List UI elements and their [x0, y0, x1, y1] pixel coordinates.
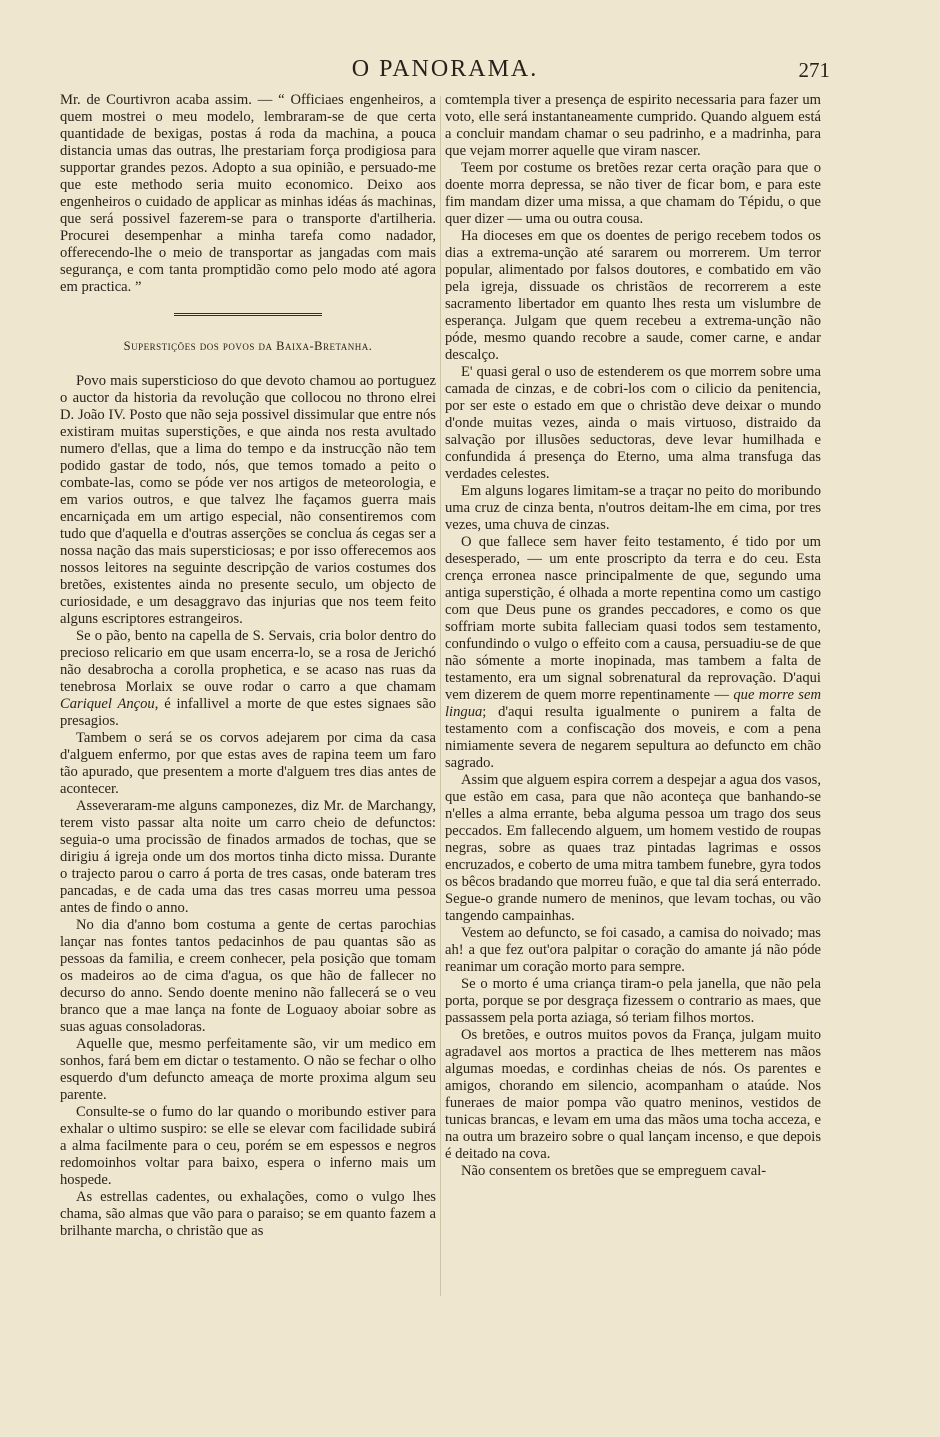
- italic-term: Cariquel Ançou: [60, 696, 155, 712]
- italic-term: que morre sem lingua: [445, 687, 821, 720]
- right-column: [445, 92, 821, 1180]
- paragraph: comtempla tiver a presença de espirito necessaria para fazer um voto, elle será instantaneamente cumprido. Quando alguem está a concluir mandam chamar o seu padrinho, e a madrinha, para que vejam morrer aquelle que viram nascer.: [445, 92, 821, 159]
- paragraph: Ha dioceses em que os doentes de perigo recebem todos os dias a extrema-unção até sararem ou morrerem. Um terror popular, alimentado por falsos doutores, e combatido em vão pela igreja, dissuade os christãos de recorrerem a este sacramento libertador em quanto lhes resta um vislumbre de esperança. Julgam que quem recebeu a extrema-unção não póde, mesmo quando recobre a saude, comer carne, e andar descalço.: [445, 228, 821, 363]
- text-run: ; d'aqui resulta igualmente o punirem a falta de testamento com a confiscação dos moveis, e com a pena nimiamente severa de negarem sepultura ao defuncto em chão sagrado.: [445, 704, 821, 771]
- paragraph: Os bretões, e outros muitos povos da França, julgam muito agradavel aos mortos a practica de lhes metterem nas mãos algumas moedas, e cordinhas cheias de nós. Os parentes e amigos, chorando em silencio, acompanham o ataúde. Nos funeraes de maior pompa vão quatro meninos, vestidos de tunicas brancas, e levam em uma das mãos uma tocha acceza, e na outra um brazeiro sobre o qual lançam incenso, e que depois é deitado na cova.: [445, 1027, 821, 1162]
- paragraph: Assim que alguem espira correm a despejar a agua dos vasos, que estão em casa, para que não aconteça que banhando-se n'elles a alma errante, beba alguma pessoa um trago dos seus peccados. Em fallecendo alguem, um homem vestido de roupas negras, sobre as quaes traz pintadas lagrimas e ossos encruzados, e coberto de uma mitra tambem funebre, gyra todos os bêcos bradando que morreu fuão, e que tal dia será enterrado. Segue-o grande numero de meninos, que levam tochas, ou vão tangendo campainhas.: [445, 772, 821, 924]
- page-title: O PANORAMA.: [351, 56, 539, 82]
- paragraph: Se o morto é uma criança tiram-o pela janella, que não pela porta, porque se por desgraça fizessem o contrario as maes, que passassem pela porta aziaga, só teriam filhos mortos.: [445, 976, 821, 1026]
- text-run: O que fallece sem haver feito testamento, é tido por um desesperado, — um ente proscripto da terra e do ceu. Esta crença erronea nasce principalmente de que, segundo uma antiga superstição, é olhada a morte repentina como um castigo com que Deus pune os grandes peccadores, e como os que soffriam morte subita falleciam quasi todos sem testamento, confundindo o vulgo o effeito com a causa, persuadiu-se de que não sómente a morte inopinada, mas tambem a falta de testamento, era um signal sobrenatural da reprovação. D'aqui vem dizerem de quem morre repentinamente —: [445, 534, 821, 703]
- paragraph: Povo mais supersticioso do que devoto chamou ao portuguez o auctor da historia da revolução que collocou no throno elrei D. João IV. Posto que não seja possivel dissimular que entre nós existiram muitas superstições, e que ainda nos resta avultado numero d'ellas, que a lima do tempo e da instrucção não tem podido gastar de todo, nós, que temos tomado a peito o combate-las, como se póde ver nos artigos de meteorologia, e em varios outros, e que talvez lhe façamos guerra mais encarniçada em um artigo especial, não consentiremos com tudo que d'aquella e d'outras asserções se conclua ás cegas ser a nossa nação das mais supersticiosas; e por isso offerecemos aos nossos leitores na seguinte descripção de varios costumes dos bretões, existentes ainda no presente seculo, um objecto de curiosidade, e um desaggravo das injurias que nos teem feito alguns escriptores estrangeiros.: [60, 373, 436, 627]
- paragraph: Mr. de Courtivron acaba assim. — “ Officiaes engenheiros, a quem mostrei o meu modelo, lembraram-se de que certa quantidade de bexigas, postas á roda da machina, a pouca distancia umas das outras, lhe prestariam força prodigiosa para supportar grandes pezos. Adopto a sua opinião, e persuado-me que este methodo seria muito economico. Deixo aos engenheiros o cuidado de applicar as minhas idéas ás machinas, que será possivel fazerem-se para o transporte d'artilheria. Procurei desempenhar a minha tarefa como nadador, offerecendo-lhe o meio de transportar as jangadas com mais segurança, e com tanta promptidão como pelo modo até agora em practica. ”: [60, 92, 436, 295]
- paragraph: Aquelle que, mesmo perfeitamente são, vir um medico em sonhos, fará bem em dictar o testamento. O não se fechar o olho esquerdo d'um defuncto ameaça de morte proxima algum seu parente.: [60, 1036, 436, 1103]
- text-run: , é infallivel a morte de que estes signaes são presagios.: [60, 696, 437, 729]
- section-title: Superstições dos povos da Baixa-Bretanha.: [123, 339, 373, 353]
- page-number: 271: [798, 58, 830, 82]
- text-run: Se o pão, bento na capella de S. Servais, cria bolor dentro do precioso relicario em que usam encerra-lo, se a rosa de Jerichó não desabrocha a corolla prophetica, e se acaso nas ruas da tenebrosa Morlaix se ouve rodar o carro a que chamam: [60, 628, 436, 695]
- paragraph: Teem por costume os bretões rezar certa oração para que o doente morra depressa, se não tiver de ficar bom, e para este fim mandam dizer uma missa, a que chamam do Tépidu, o que quer dizer — uma ou outra cousa.: [445, 160, 821, 227]
- paragraph: [60, 628, 436, 730]
- section-divider: [174, 313, 322, 316]
- paragraph: Consulte-se o fumo do lar quando o moribundo estiver para exhalar o ultimo suspiro: se elle se elevar com facilidade subirá a alma facilmente para o ceu, porém se em espessos e negros redomoinhos voltar para baixo, espera o inferno mais um hospede.: [60, 1104, 436, 1188]
- column-divider: [440, 96, 441, 1296]
- paragraph: No dia d'anno bom costuma a gente de certas parochias lançar nas fontes tantos pedacinhos de pau quantas são as pessoas da familia, e creem conhecer, pela posição que tomam os madeiros ao de cima d'agua, os que hão de fallecer no decurso do anno. Sendo doente menino não fallecerá se o veu branco que a mae lança na fonte de Loguaoy aboiar sobre as suas aguas consoladoras.: [60, 917, 436, 1035]
- paragraph: Não consentem os bretões que se empreguem caval-: [461, 1163, 767, 1179]
- paragraph: E' quasi geral o uso de estenderem os que morrem sobre uma camada de cinzas, e de cobri-los com o cilicio da penitencia, por ser este o estado em que o christão deve deixar o mundo d'onde muitas vezes, ainda o mais virtuoso, distraido da salvação por illusões seductoras, deve levar humilhada e confundida á presença do Eterno, uma alma transfuga das verdades celestes.: [445, 364, 821, 482]
- page-header: [60, 54, 830, 88]
- paragraph: Vestem ao defuncto, se foi casado, a camisa do noivado; mas ah! a que fez out'ora palpitar o coração do amante já não póde reanimar um coração morto para sempre.: [445, 925, 821, 975]
- left-column: [60, 92, 436, 1240]
- paragraph: As estrellas cadentes, ou exhalações, como o vulgo lhes chama, são almas que vão para o paraiso; se em quanto fazem a brilhante marcha, o christão que as: [60, 1189, 436, 1239]
- paragraph: Em alguns logares limitam-se a traçar no peito do moribundo uma cruz de cinza benta, n'outros deitam-lhe em cima, por tres vezes, uma chuva de cinzas.: [445, 483, 821, 533]
- paragraph: [445, 534, 821, 772]
- paragraph: Tambem o será se os corvos adejarem por cima da casa d'alguem enfermo, por que estas aves de rapina teem um faro tão apurado, que presentem a morte d'alguem tres dias antes de acontecer.: [60, 730, 436, 797]
- paragraph: Asseveraram-me alguns camponezes, diz Mr. de Marchangy, terem visto passar alta noite um carro cheio de defunctos: seguia-o uma procissão de finados armados de tochas, que se dirigiu á igreja onde um dos mortos tinha dicto missa. Durante o trajecto parou o carro á porta de tres casas, onde bateram tres pancadas, e de cada uma das tres casas morreu uma pessoa antes de findo o anno.: [60, 798, 436, 916]
